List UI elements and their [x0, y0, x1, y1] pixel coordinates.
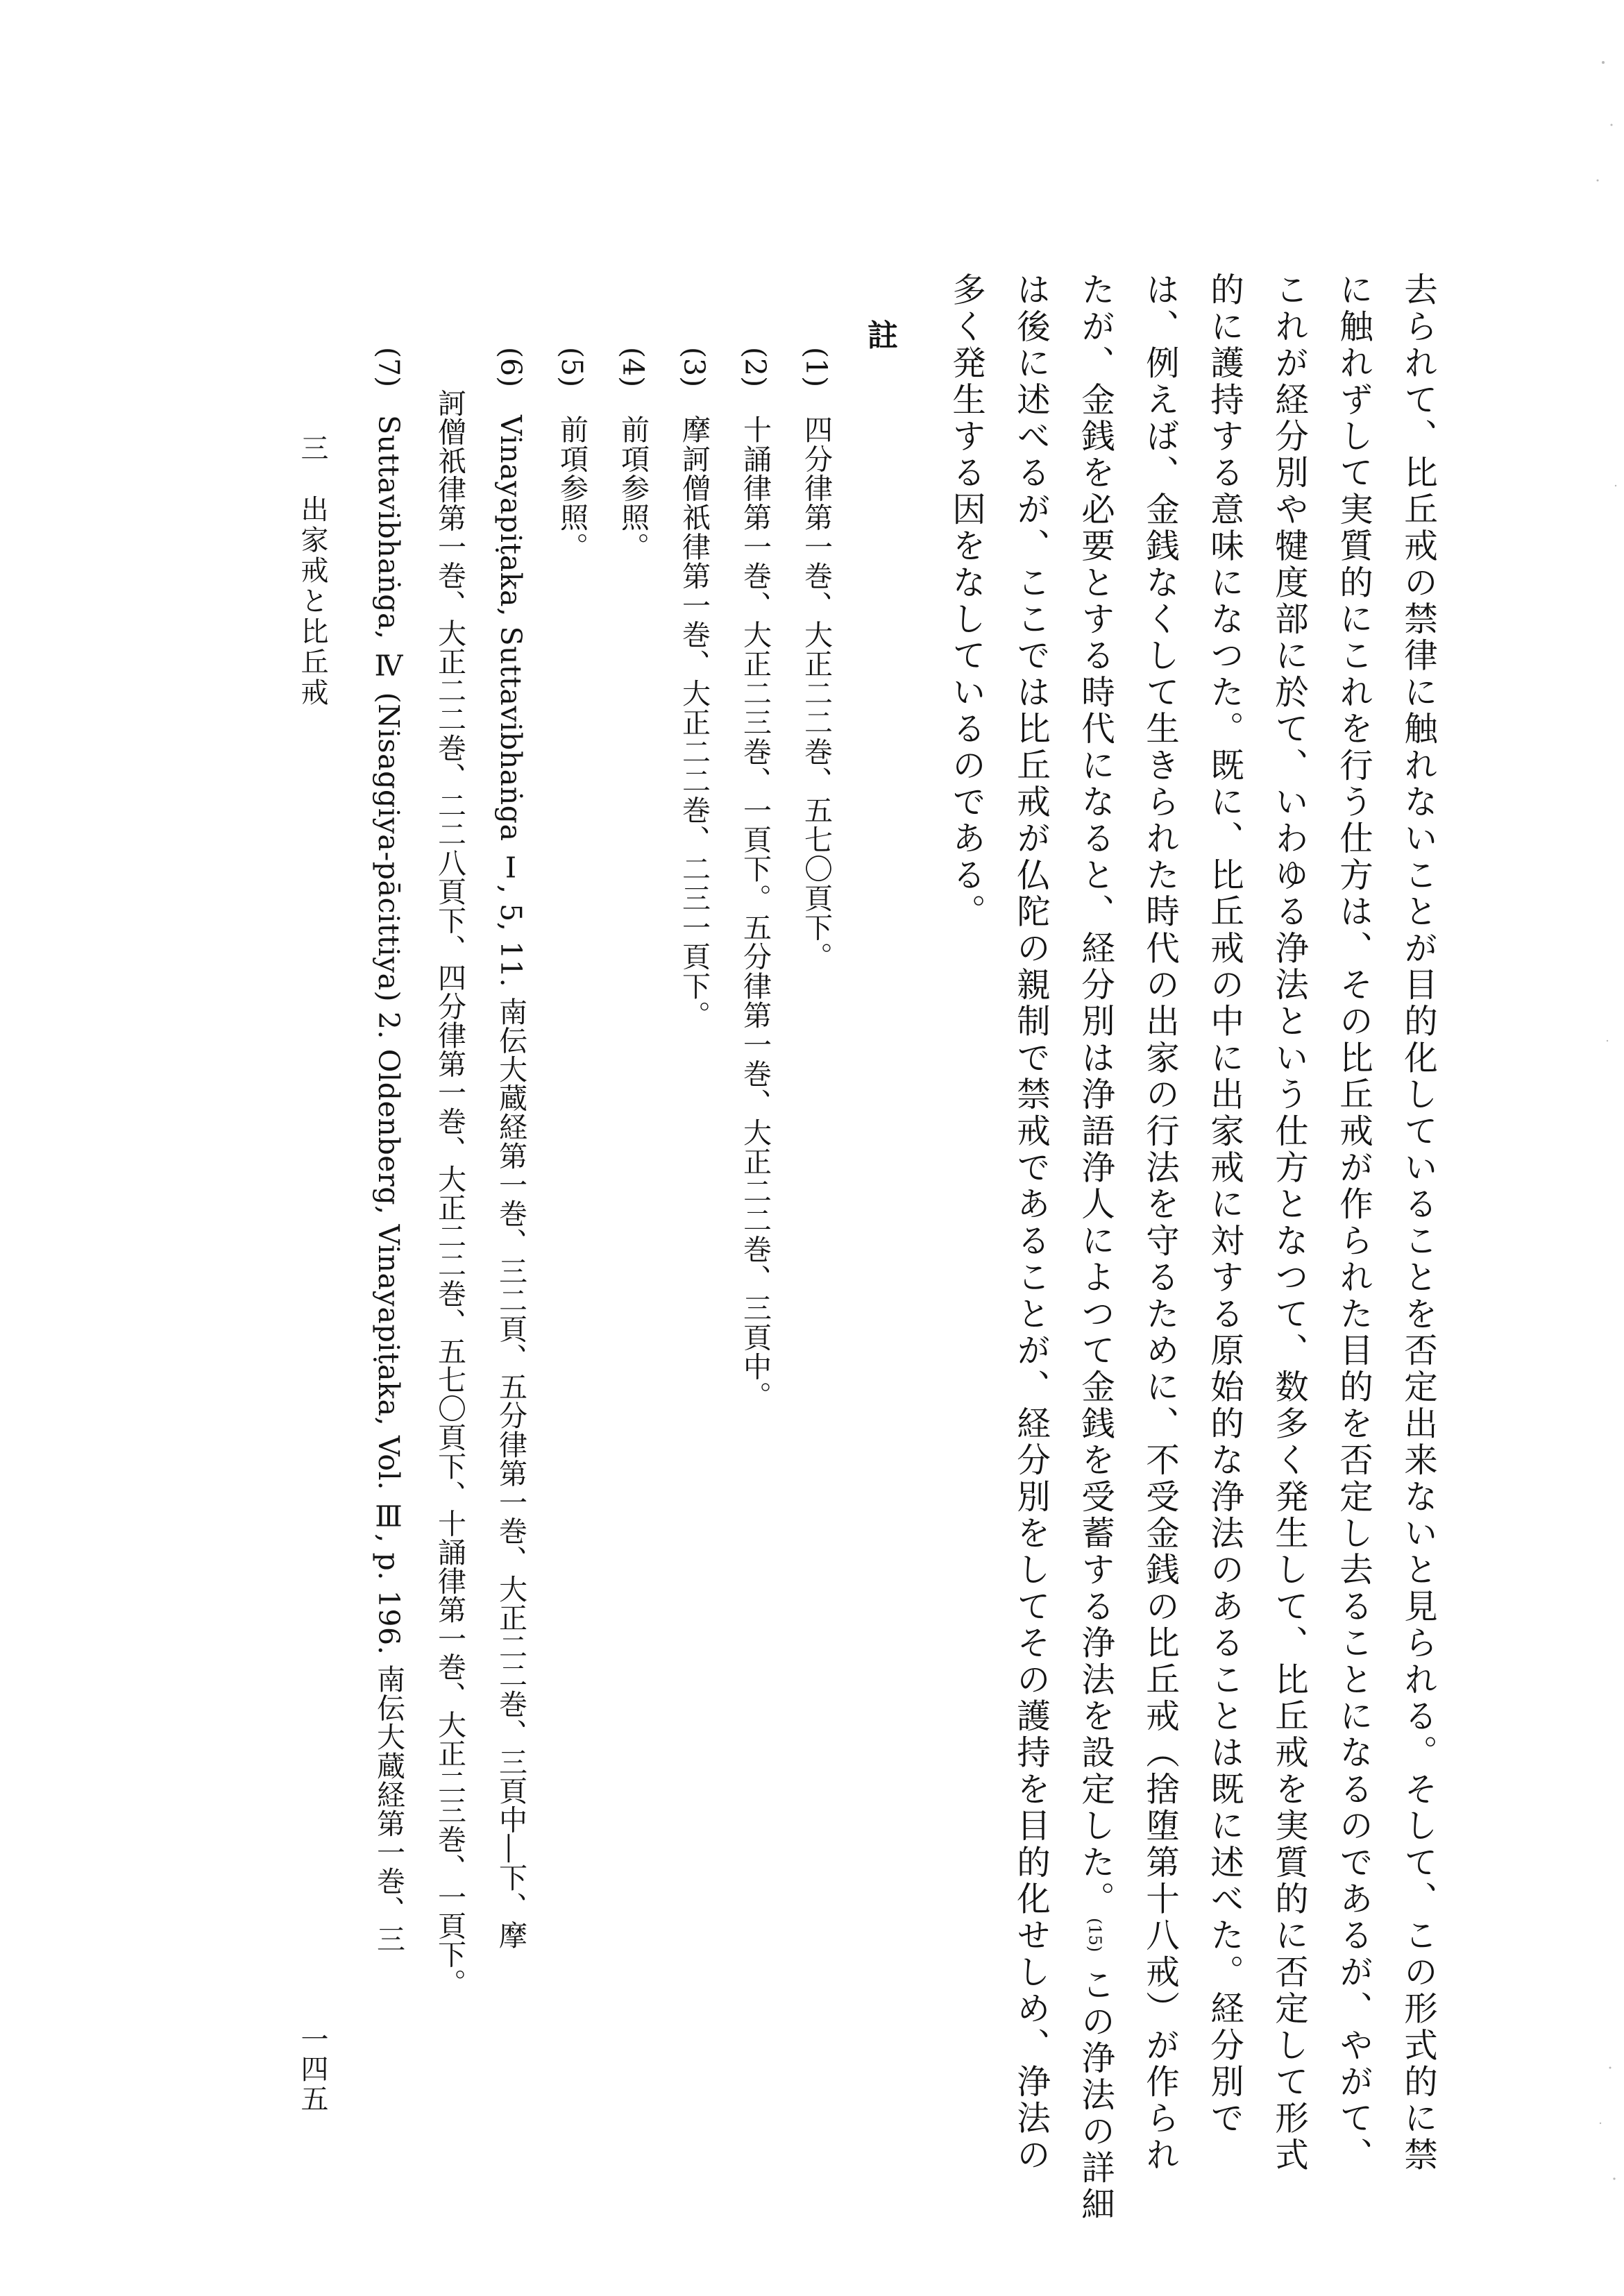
note-7-text: Suttavibhaṅga, Ⅳ (Nisaggiya-pācittiya) 2. Oldenberg, Vinayapiṭaka, Vol. Ⅲ, p. 196. 南伝大蔵経第一巻、三	[372, 414, 405, 1953]
body-line-6-after: この浄法の詳細	[1075, 1966, 1115, 2223]
note-5	[555, 347, 589, 562]
note-7	[374, 347, 403, 1953]
body-line-6	[1075, 272, 1115, 2223]
scan-edge-noise	[1582, 0, 1624, 2296]
note-1-text: 四分律第一巻、大正二二巻、五七〇頁下。	[800, 415, 833, 972]
note-1-number: (1)	[800, 347, 833, 388]
footnote-ref-15: (15)	[1085, 1917, 1105, 1952]
note-6-number: (6)	[494, 347, 527, 388]
note-2-text: 十誦律第一巻、大正二三巻、一頁下。五分律第一巻、大正二二巻、三頁中。	[738, 415, 772, 1411]
note-2	[738, 347, 772, 1411]
note-5-number: (5)	[555, 347, 589, 388]
note-7-number: (7)	[372, 347, 405, 388]
note-3-text: 摩訶僧祇律第一巻、大正二二巻、二三一頁下。	[677, 415, 711, 1030]
note-4-number: (4)	[616, 347, 650, 388]
note-6-continuation: 訶僧祇律第一巻、大正二二巻、二二八頁下、四分律第一巻、大正二二巻、五七〇頁下、十誦律第一巻、大正二三巻、一頁下。	[433, 389, 466, 1998]
note-4-text: 前項参照。	[616, 415, 650, 562]
notes-heading: 註	[862, 319, 897, 350]
note-2-number: (2)	[738, 347, 772, 388]
page-number: 一四五	[296, 2025, 328, 2114]
body-line-8: 多く発生する因をなしているのである。	[946, 272, 986, 930]
body-line-5: は、例えば、金銭なくして生きられた時代の出家の行法を守るために、不受金銭の比丘戒（捨堕第十八戒）が作られ	[1140, 272, 1179, 2174]
body-line-6-text: たが、金銭を必要とする時代になると、経分別は浄語浄人によつて金銭を受蓄する浄法を設定した。	[1075, 272, 1115, 1918]
note-6-text: Vinayapiṭaka, Suttavibhaṅga Ⅰ, 5, 11. 南伝大蔵経第一巻、三二頁、五分律第一巻、大正二二巻、三頁中―下、摩	[494, 414, 527, 1950]
note-5-text: 前項参照。	[555, 415, 589, 562]
note-3-number: (3)	[677, 347, 711, 388]
body-line-7: は後に述べるが、ここでは比丘戒が仏陀の親制で禁戒であることが、経分別をしてその護持を目的化せしめ、浄法の	[1010, 272, 1050, 2174]
note-3	[677, 347, 711, 1030]
note-1	[800, 347, 833, 972]
note-4	[616, 347, 650, 562]
body-line-2: に触れずして実質的にこれを行う仕方は、その比丘戒が作られた目的を否定し去ることになるのであるが、やがて、	[1333, 272, 1373, 2174]
body-line-3: これが経分別や犍度部に於て、いわゆる浄法という仕方となつて、数多く発生して、比丘戒を実質的に否定して形式	[1269, 272, 1308, 2174]
body-line-1: 去られて、比丘戒の禁律に触れないことが目的化していることを否定出来ないと見られる。そして、この形式的に禁	[1398, 272, 1437, 2174]
section-title: 三 出家戒と比丘戒	[296, 434, 328, 708]
note-6	[496, 347, 525, 1949]
body-line-4: 的に護持する意味になつた。既に、比丘戒の中に出家戒に対する原始的な浄法のあることは既に述べた。経分別で	[1204, 272, 1244, 2137]
